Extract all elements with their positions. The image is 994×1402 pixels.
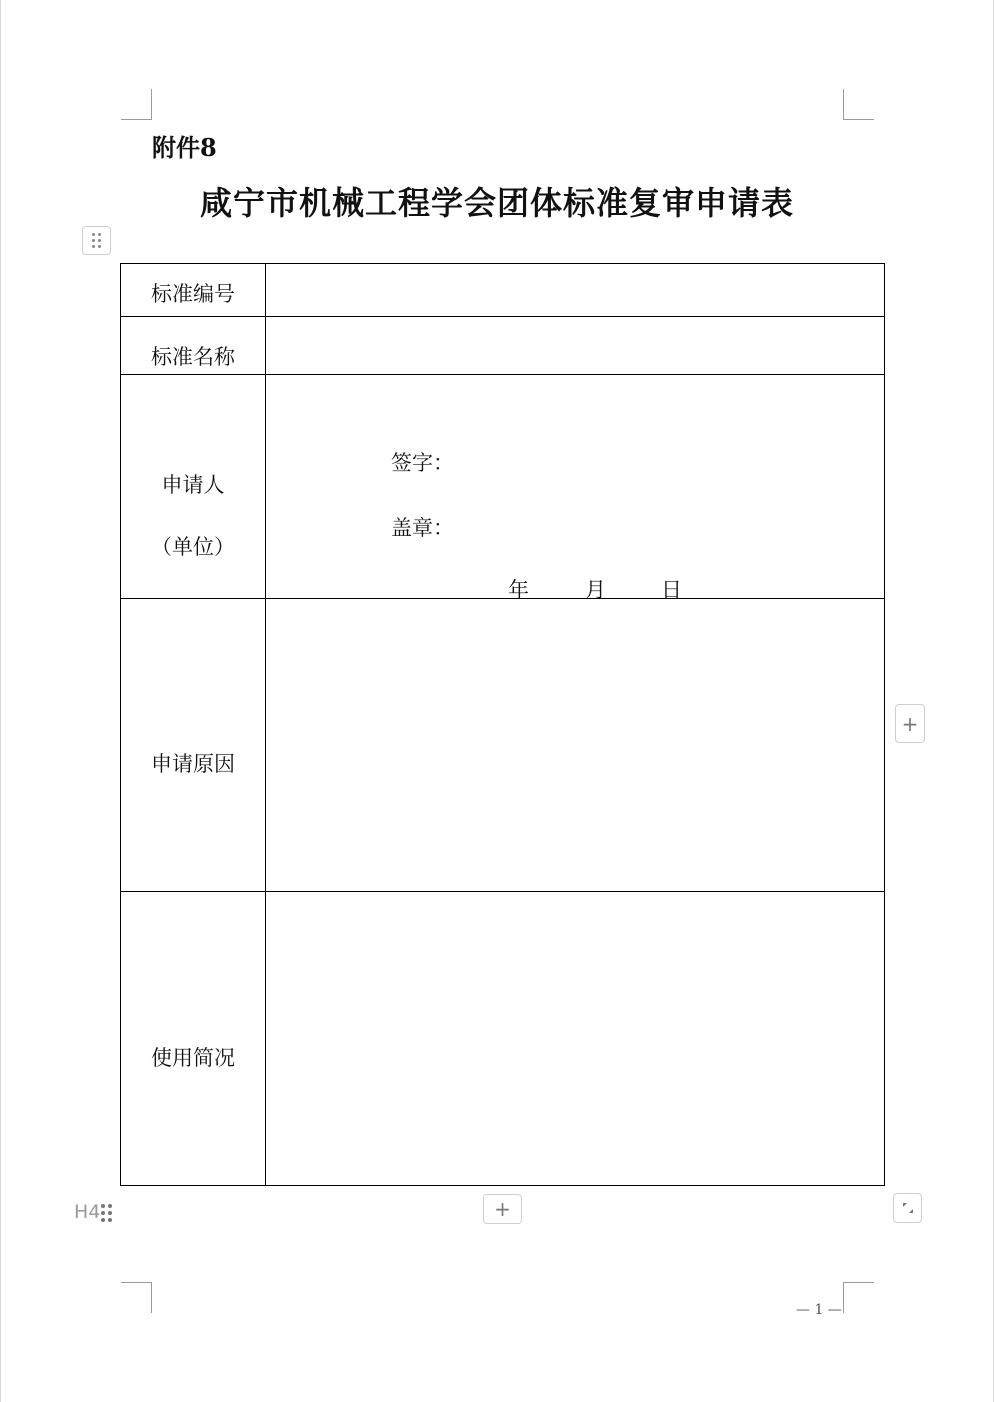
margin-mark-top-left <box>121 89 152 120</box>
standard-number-label: 标准编号 <box>151 282 235 306</box>
label-cell <box>121 375 266 598</box>
plus-icon: + <box>494 1197 511 1221</box>
applicant-unit-label: （单位） <box>151 535 235 559</box>
applicant-label: 申请人 <box>161 473 225 497</box>
seal-label: 盖章： <box>391 516 454 540</box>
table-row-standard-name <box>121 317 884 375</box>
plus-icon: + <box>901 711 919 736</box>
year-label: 年 <box>508 578 529 602</box>
reason-label: 申请原因 <box>151 752 235 776</box>
label-cell <box>121 264 266 316</box>
label-cell <box>121 317 266 374</box>
margin-mark-top-right <box>843 89 874 120</box>
table-drag-handle[interactable] <box>82 226 111 255</box>
heading-level-indicator[interactable]: H4 <box>74 1201 101 1223</box>
add-column-button[interactable] <box>895 704 925 743</box>
margin-mark-bottom-right <box>843 1282 874 1313</box>
table-row-usage <box>121 892 884 1185</box>
attachment-label[interactable]: 附件8 <box>152 133 217 162</box>
drag-handle-icon <box>92 233 101 248</box>
document-title[interactable]: 咸宁市机械工程学会团体标准复审申请表 <box>199 184 794 222</box>
margin-mark-bottom-left <box>121 1282 152 1313</box>
usage-label: 使用简况 <box>151 1046 235 1070</box>
add-row-button[interactable] <box>483 1194 522 1224</box>
label-cell <box>121 599 266 891</box>
page-number: — 1 — <box>796 1302 842 1318</box>
label-cell <box>121 892 266 1185</box>
standard-number-cell[interactable] <box>266 264 884 316</box>
standard-name-label: 标准名称 <box>151 345 235 369</box>
table-resize-button[interactable] <box>893 1193 922 1223</box>
applicant-cell[interactable] <box>266 375 884 602</box>
reason-cell[interactable] <box>266 599 884 891</box>
application-form-table <box>120 263 885 1186</box>
signature-label: 签字： <box>391 451 454 475</box>
month-label: 月 <box>585 578 606 602</box>
usage-cell[interactable] <box>266 892 884 1185</box>
table-row-reason <box>121 599 884 892</box>
day-label: 日 <box>661 578 682 602</box>
resize-corner-icon <box>902 1202 914 1214</box>
standard-name-cell[interactable] <box>266 317 884 374</box>
paragraph-drag-handle-icon[interactable] <box>101 1204 112 1222</box>
table-row-applicant <box>121 375 884 602</box>
table-row-standard-number <box>121 264 884 317</box>
